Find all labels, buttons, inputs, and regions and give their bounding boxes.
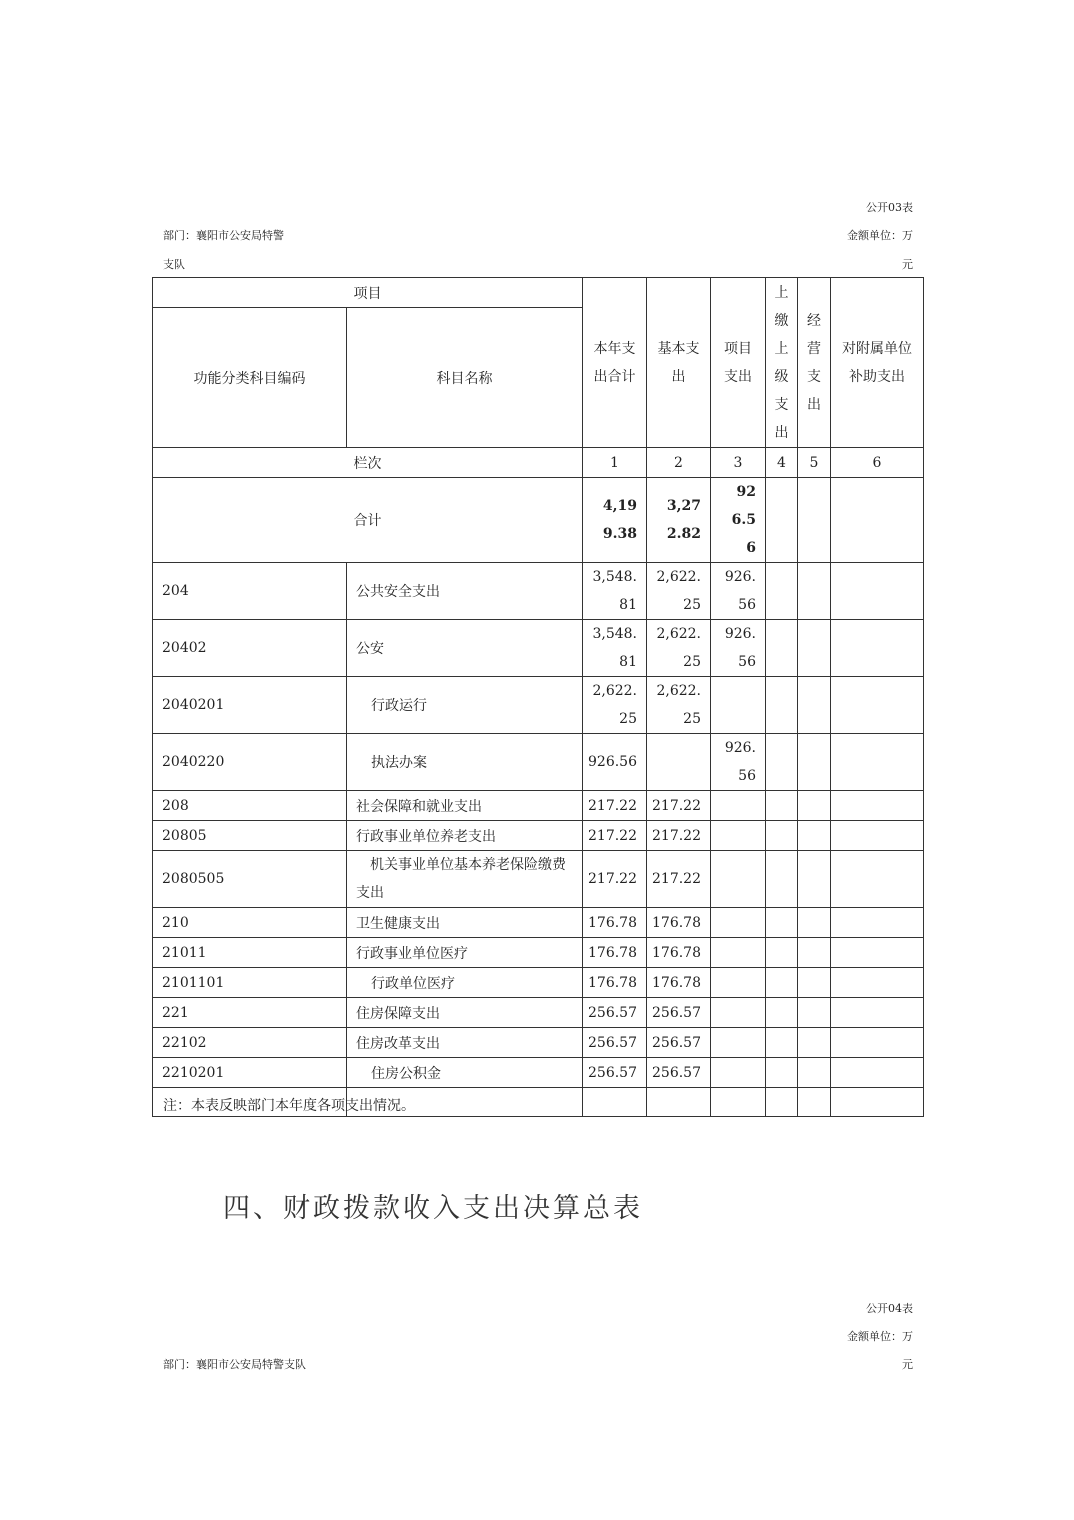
header-col1: 本年支出合计 [593, 340, 636, 385]
row-code: 208 [153, 791, 347, 821]
index-1: 1 [583, 448, 647, 478]
row-col3 [711, 968, 766, 998]
row-col1: 217.22 [583, 821, 647, 851]
row-col2: 2,622.25 [656, 683, 701, 727]
row-col1: 176.78 [583, 908, 647, 938]
table-row [153, 620, 924, 677]
total-col1: 4,199.38 [602, 498, 637, 542]
table-row [153, 938, 924, 968]
table-row [153, 677, 924, 734]
table-note: 注：本表反映部门本年度各项支出情况。 [163, 1098, 415, 1114]
row-code: 2101101 [153, 968, 347, 998]
row-col1: 256.57 [583, 1058, 647, 1088]
row-col1: 176.78 [583, 938, 647, 968]
header-col6: 对附属单位补助支出 [842, 340, 912, 385]
header-col4: 上缴上级支出 [774, 284, 789, 441]
header-item: 项目 [153, 278, 583, 308]
table-row [153, 1058, 924, 1088]
row-name: 机关事业单位基本养老保险缴费支出 [356, 857, 566, 901]
unit-label-2: 金额单位：万 [847, 1330, 913, 1343]
row-col3: 926.56 [724, 569, 756, 613]
index-4: 4 [766, 448, 798, 478]
row-col2: 217.22 [647, 791, 711, 821]
form-number-04: 公开04表 [866, 1302, 913, 1315]
row-code: 2210201 [153, 1058, 347, 1088]
row-name: 社会保障和就业支出 [347, 791, 583, 821]
row-code: 221 [153, 998, 347, 1028]
row-col1: 926.56 [583, 734, 647, 791]
row-col3 [711, 821, 766, 851]
row-name: 执法办案 [347, 734, 583, 791]
table-row [153, 791, 924, 821]
table-row [153, 998, 924, 1028]
table-row [153, 563, 924, 620]
unit-label-cont: 元 [902, 258, 913, 271]
index-3: 3 [711, 448, 766, 478]
table-row [153, 968, 924, 998]
table-row [153, 821, 924, 851]
table-row [153, 1028, 924, 1058]
row-name: 行政事业单位养老支出 [347, 821, 583, 851]
index-label: 栏次 [153, 448, 583, 478]
section-title: 四、财政拨款收入支出决算总表 [223, 1193, 643, 1224]
row-col2: 256.57 [647, 1028, 711, 1058]
header-col2: 基本支出 [657, 340, 700, 385]
row-code: 21011 [153, 938, 347, 968]
row-col2 [647, 734, 711, 791]
row-col1: 3,548.81 [592, 626, 637, 670]
row-name: 住房保障支出 [347, 998, 583, 1028]
row-col3 [711, 791, 766, 821]
unit-label: 金额单位：万 [847, 229, 913, 242]
unit-label-2-cont: 元 [902, 1358, 913, 1371]
department-label-cont: 支队 [163, 258, 185, 271]
row-code: 20805 [153, 821, 347, 851]
row-name: 公共安全支出 [347, 563, 583, 620]
row-col3 [711, 1028, 766, 1058]
row-col3 [711, 1058, 766, 1088]
row-code: 2040201 [153, 677, 347, 734]
row-col3 [711, 998, 766, 1028]
row-code: 20402 [153, 620, 347, 677]
row-code: 210 [153, 908, 347, 938]
row-col1: 217.22 [583, 791, 647, 821]
row-col2: 176.78 [647, 968, 711, 998]
row-col3 [711, 851, 766, 908]
expenditure-table [152, 277, 924, 1117]
row-name: 行政事业单位医疗 [347, 938, 583, 968]
row-col2: 256.57 [647, 998, 711, 1028]
row-col2: 217.22 [647, 821, 711, 851]
row-col3: 926.56 [724, 626, 756, 670]
department-label-2: 部门：襄阳市公安局特警支队 [163, 1358, 306, 1371]
index-5: 5 [798, 448, 831, 478]
row-col2: 2,622.25 [656, 569, 701, 613]
total-label: 合计 [153, 478, 583, 563]
row-col2: 217.22 [647, 851, 711, 908]
row-name: 行政单位医疗 [347, 968, 583, 998]
row-col2: 176.78 [647, 938, 711, 968]
row-name: 住房改革支出 [347, 1028, 583, 1058]
header-name: 科目名称 [347, 308, 583, 448]
row-col1: 256.57 [583, 998, 647, 1028]
header-col3: 项目支出 [724, 340, 752, 385]
row-col1: 2,622.25 [592, 683, 637, 727]
row-code: 22102 [153, 1028, 347, 1058]
row-col3 [711, 908, 766, 938]
row-code: 204 [153, 563, 347, 620]
index-6: 6 [831, 448, 924, 478]
row-col2: 176.78 [647, 908, 711, 938]
header-code: 功能分类科目编码 [153, 308, 347, 448]
header-col5: 经营支出 [807, 312, 821, 413]
row-col3: 926.56 [724, 740, 756, 784]
total-col3: 926.56 [731, 484, 756, 556]
row-code: 2040220 [153, 734, 347, 791]
row-name: 公安 [347, 620, 583, 677]
row-code: 2080505 [153, 851, 347, 908]
row-col1: 176.78 [583, 968, 647, 998]
row-name: 卫生健康支出 [347, 908, 583, 938]
table-row [153, 851, 924, 908]
table-row [153, 908, 924, 938]
index-2: 2 [647, 448, 711, 478]
row-name: 行政运行 [347, 677, 583, 734]
row-col1: 217.22 [583, 851, 647, 908]
row-name: 住房公积金 [347, 1058, 583, 1088]
department-label: 部门：襄阳市公安局特警 [163, 229, 284, 242]
row-col1: 3,548.81 [592, 569, 637, 613]
total-col2: 3,272.82 [666, 498, 701, 542]
row-col2: 256.57 [647, 1058, 711, 1088]
row-col2: 2,622.25 [656, 626, 701, 670]
table-row [153, 734, 924, 791]
form-number-03: 公开03表 [866, 201, 913, 214]
row-col3 [711, 938, 766, 968]
row-col1: 256.57 [583, 1028, 647, 1058]
